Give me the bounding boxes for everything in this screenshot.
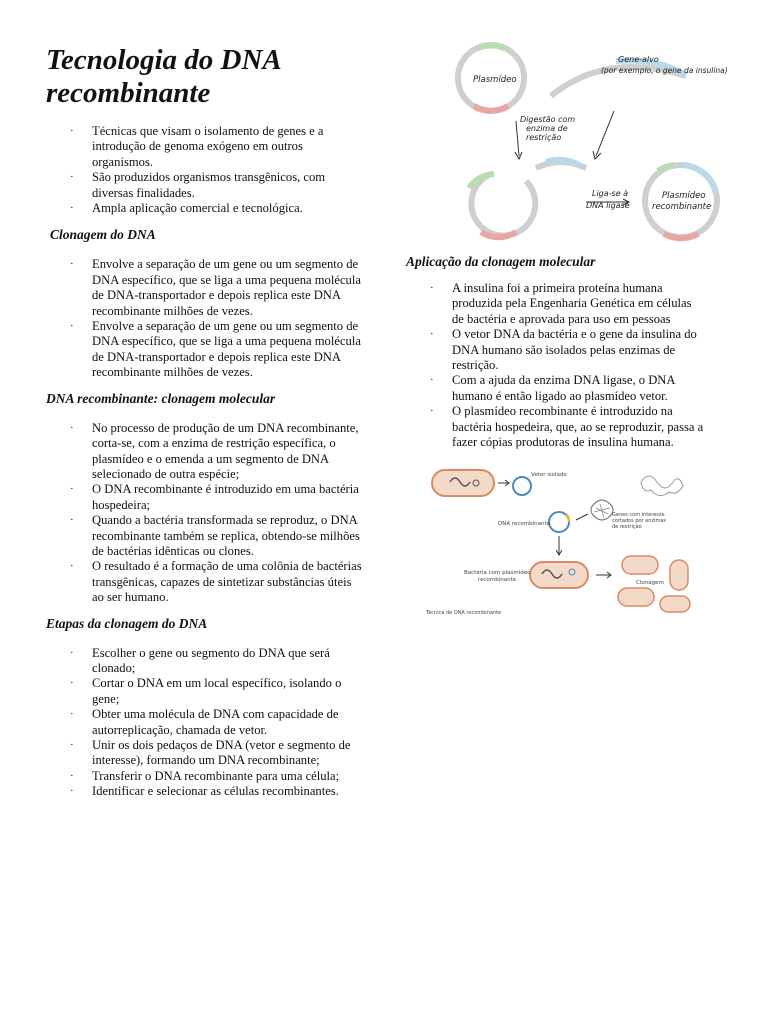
cloning-diagram [426,464,716,624]
genes-label-3: de restrição [612,524,642,531]
list-item: · Quando a bactéria transformada se reproduz, o DNA recombinante também se replica, obtendo-se milhões de bactérias idênticas ou clones. [70,513,360,558]
aplicacao-list [406,281,706,450]
target-gene [551,55,728,96]
plasmid-diagram [436,36,756,246]
molecular-list [46,421,366,606]
vector-plasmid-icon [513,477,531,495]
bacterium-icon [432,470,494,496]
list-item: · O vetor DNA da bactéria e o gene da insulina do DNA humano são isolados pelas enzimas de restrição. [430,327,697,373]
list-item: · Ampla aplicação comercial e tecnológica. [70,201,303,216]
list-item: · O DNA recombinante é introduzido em uma bactéria hospedeira; [70,482,359,512]
section-heading-aplicacao: Aplicação da clonagem molecular [406,254,596,269]
list-item: · Com a ajuda da enzima DNA ligase, o DNA humano é então ligado ao plasmídeo vetor. [430,373,675,403]
list-item: · A insulina foi a primeira proteína humana produzida pela Engenharia Genética em células de bactéria e aprovada para uso em pessoas [430,281,692,326]
recombinant-bacterium-icon [530,562,588,588]
arrow-icon [576,514,588,520]
digestion-label-2: enzima de [526,124,568,133]
page-title: Tecnologia do DNA recombinante [46,44,281,109]
bacteria-label-1: Bactéria com plasmídeo [464,570,531,577]
etapas-list [46,646,366,800]
list-item: · Escolher o gene ou segmento do DNA que será clonado; [70,645,330,675]
genes-cluster-icon [591,500,613,520]
list-item: · Transferir o DNA recombinante para uma célula; [70,768,340,783]
genes-label-2: cortados por enzimas [612,518,666,525]
dna-rec-label: DNA recombinante [498,521,551,528]
figure-caption: Técnica de DNA recombinante [426,610,502,617]
list-item: · São produzidos organismos transgênicos, com diversas finalidades. [70,170,326,200]
bacteria-label-2: recombinante [478,577,517,584]
genes-label-1: Genes com interesse [612,512,665,519]
clonagem-label: Clonagem [636,580,664,587]
digestion-label-1: Digestão com [520,115,576,124]
list-item: · Obter uma molécula de DNA com capacidade de autorreplicação, chamada de vetor. [70,707,339,737]
list-item: · Cortar o DNA em um local específico, isolando o gene; [70,676,342,706]
list-item: · Identificar e selecionar as células recombinantes. [70,784,339,799]
list-item: · O plasmídeo recombinante é introduzido na bactéria hospedeira, que, ao se reproduzir, passa a fazer cópias produtoras de insulina humana. [430,404,704,450]
list-item: · Unir os dois pedaços de DNA (vetor e segmento de interesse), formando um DNA recombinante; [70,738,351,768]
plasmid-label: Plasmídeo [473,75,517,85]
recombinant-label-1: Plasmídeo [662,191,706,201]
list-item: · No processo de produção de um DNA recombinante, corta-se, com a enzima de restrição específica, o plasmídeo e o emenda a um segmento de DNA selecionado de outra espécie; [70,420,359,481]
arrow-icon [516,121,519,156]
section-heading-molecular: DNA recombinante: clonagem molecular [46,390,276,406]
list-item: · Técnicas que visam o isolamento de genes e a introdução de genoma exógeno em outros organismos. [70,124,324,169]
open-plasmid [469,160,586,237]
arrow-icon [596,111,614,156]
list-item: · O resultado é a formação de uma colônia de bactérias transgênicas, capazes de sintetizar substâncias úteis ao ser humano. [70,559,362,605]
clonagem-list [46,257,366,380]
list-item: · Envolve a separação de um gene ou um segmento de DNA específico, que se liga a uma pequena molécula de DNA-transportador e depois replica este DNA recombinante milhões de vezes. [70,319,361,380]
vetor-label: Vetor isolado [531,472,567,479]
digestion-label-3: restrição [526,133,562,142]
plasmid-ring [458,45,524,111]
section-heading-clonagem: Clonagem do DNA [50,227,156,243]
recombinant-label-2: recombinante [652,202,712,212]
ligase-label-1: Liga-se à [592,189,629,198]
section-heading-etapas: Etapas da clonagem do DNA [46,615,208,631]
list-item: · Envolve a separação de um gene ou um segmento de DNA específico, que se liga a uma pequena molécula de DNA-transportador e depois replica este DNA recombinante milhões de vezes. [70,257,361,318]
gene-alvo-example: (por exemplo, o gene da insulina) [601,66,728,75]
gene-alvo-label: Gene-alvo [618,55,659,64]
right-column [406,36,728,624]
recombinant-plasmid [645,165,717,238]
left-column [46,44,366,800]
intro-list [46,124,366,216]
dna-strand-icon [641,476,683,496]
ligase-label-2: DNA ligase [586,201,630,210]
